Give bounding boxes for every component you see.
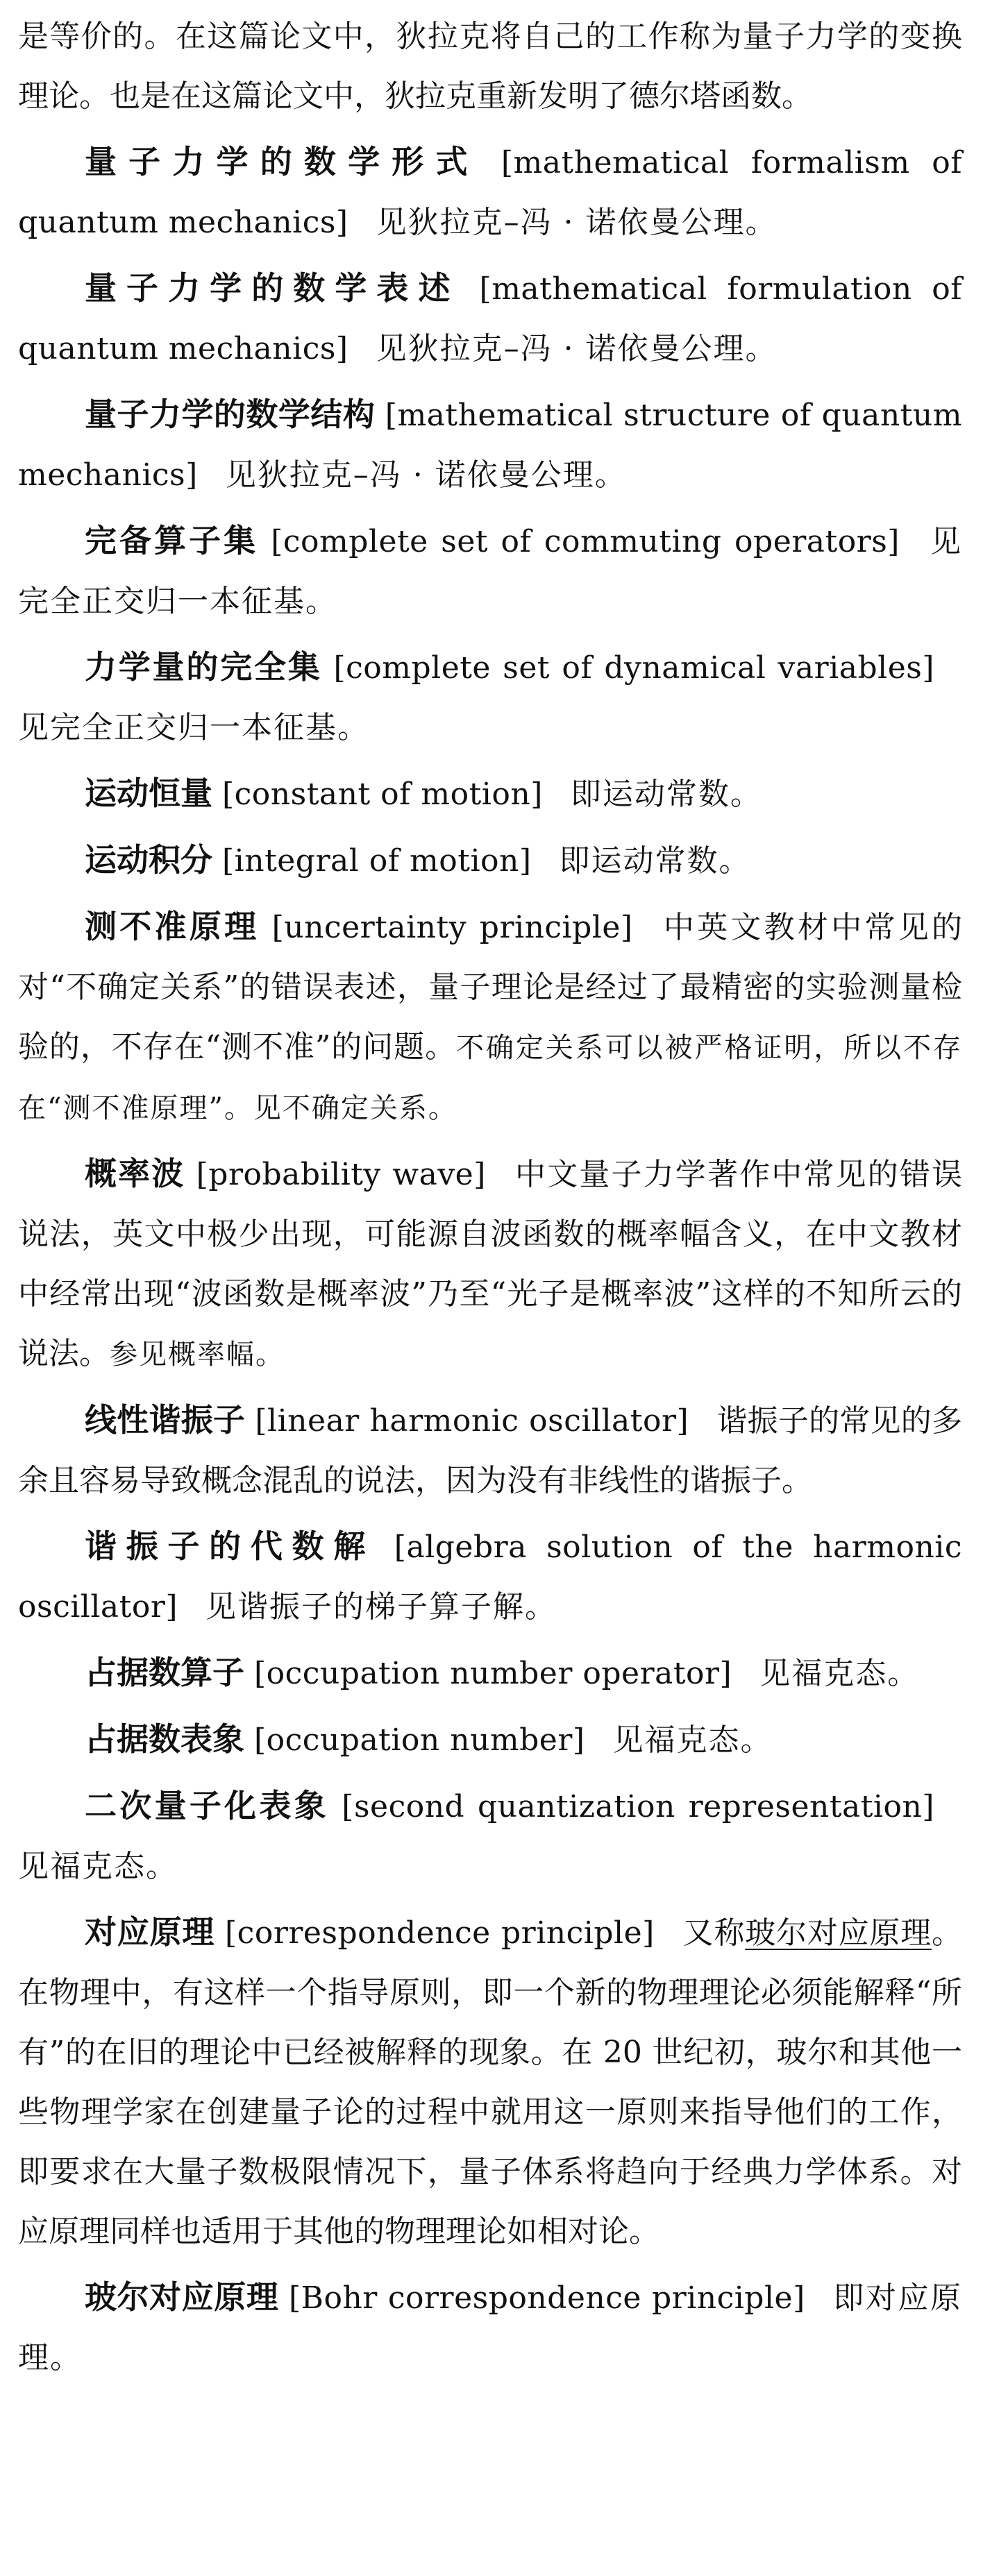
entry-complete-set-variables	[18, 637, 962, 758]
entry-english: [probability wave]	[196, 1157, 486, 1192]
entry-term: 测不准原理	[85, 908, 260, 945]
entry-english: [mathematical formulation of quantum mechanics]	[18, 271, 962, 366]
entry-term: 量子力学的数学结构	[85, 396, 376, 433]
entry-term: 占据数算子	[85, 1654, 244, 1691]
entry-crossref: 见完全正交归一本征基。	[18, 710, 369, 745]
entry-body: 。在物理中，有这样一个指导原则，即一个新的物理理论必须能解释“所有”的在旧的理论中已经被解释的现象。在 20 世纪初，玻尔和其他一些物理学家在创建量子论的过程中就用这一原则来指导他们的工作，即要求在大量子数极限情况下，量子体系将趋向于经典力学体系。对应原理同样也适用于其他的物理理论如相对论。	[18, 1915, 962, 2249]
entry-english: [second quantization representation]	[342, 1789, 934, 1824]
entry-term: 概率波	[85, 1155, 185, 1192]
entry-english: [correspondence principle]	[225, 1915, 655, 1951]
entry-english: [complete set of dynamical variables]	[333, 650, 935, 686]
entry-uncertainty-principle	[18, 897, 962, 1138]
entry-body: 中文量子力学著作中常见的错误说法，英文中极少出现，可能源自波函数的概率幅含义，在中文教材中经常出现“波函数是概率波”乃至“光子是概率波”这样的不知所云的说法。	[18, 1157, 963, 1371]
entry-crossref: 见谐振子的梯子算子解。	[205, 1589, 557, 1625]
entry-english: [complete set of commuting operators]	[271, 524, 900, 559]
entry-mathematical-formalism	[18, 132, 962, 253]
entry-crossref: 见福克态。	[18, 1849, 178, 1884]
entry-term: 线性谐振子	[85, 1401, 246, 1439]
entry-english: [integral of motion]	[222, 843, 532, 879]
entry-english: [Bohr correspondence principle]	[288, 2280, 805, 2316]
entry-term: 完备算子集	[85, 522, 259, 559]
entry-correspondence-principle	[18, 1902, 962, 2262]
entry-mathematical-formulation	[18, 258, 962, 379]
entry-occupation-number-operator	[18, 1643, 962, 1704]
entry-english: [uncertainty principle]	[271, 910, 633, 945]
entry-english: [mathematical formalism of quantum mechanics]	[18, 145, 962, 240]
entry-crossref: 见完全正交归一本征基。	[18, 524, 963, 619]
entry-algebra-solution	[18, 1516, 962, 1637]
entry-english: [mathematical structure of quantum mechanics]	[18, 398, 962, 493]
entry-complete-set-operators	[18, 511, 962, 632]
entry-term: 二次量子化表象	[85, 1787, 329, 1824]
entry-body: 谐振子的常见的多余且容易导致概念混乱的说法，因为没有非线性的谐振子。	[18, 1403, 963, 1498]
entry-second-quantization	[18, 1776, 962, 1897]
entry-crossref: 即运动常数。	[559, 843, 751, 879]
entry-crossref: 参见概率幅。	[110, 1339, 285, 1371]
entry-term: 运动积分	[85, 841, 212, 879]
entry-english: [linear harmonic oscillator]	[255, 1403, 689, 1439]
entry-term: 玻尔对应原理	[85, 2278, 279, 2316]
entry-crossref: 见福克态。	[759, 1656, 920, 1691]
entry-linear-harmonic-oscillator	[18, 1390, 962, 1511]
entry-term: 对应原理	[85, 1913, 215, 1951]
entry-integral-of-motion	[18, 830, 962, 891]
entry-crossref: 即运动常数。	[570, 777, 762, 812]
entry-constant-of-motion	[18, 763, 962, 824]
entry-probability-wave	[18, 1144, 962, 1384]
entry-term: 量子力学的数学表述	[85, 269, 460, 307]
entry-crossref: 不确定关系可以被严格证明，所以不存在“测不准原理”。见不确定关系。	[18, 1032, 962, 1124]
entry-body: 中英文教材中常见的对“不确定关系”的错误表述，量子理论是经过了最精密的实验测量检验的，不存在“测不准”的问题。	[18, 910, 963, 1065]
entry-occupation-number	[18, 1709, 962, 1770]
entry-term: 谐振子的代数解	[85, 1527, 376, 1565]
entry-english: [algebra solution of the harmonic oscillator]	[18, 1530, 962, 1625]
entry-continuation	[18, 7, 962, 126]
entry-term: 占据数表象	[85, 1720, 244, 1758]
entry-body: 是等价的。在这篇论文中，狄拉克将自己的工作称为量子力学的变换理论。也是在这篇论文中，狄拉克重新发明了德尔塔函数。	[18, 19, 962, 114]
dictionary-page	[18, 7, 962, 2393]
entry-term: 力学量的完全集	[85, 648, 322, 686]
entry-english: [occupation number]	[254, 1722, 585, 1758]
entry-crossref: 见狄拉克–冯 · 诺依曼公理。	[376, 331, 778, 366]
entry-crossref: 即对应原理。	[18, 2280, 963, 2375]
entry-bohr-correspondence	[18, 2267, 962, 2388]
entry-lead: 又称	[682, 1915, 746, 1951]
entry-crossref: 见福克态。	[612, 1722, 773, 1758]
entry-crossref: 见狄拉克–冯 · 诺依曼公理。	[225, 457, 627, 493]
entry-crossref: 见狄拉克–冯 · 诺依曼公理。	[376, 205, 778, 240]
entry-english: [occupation number operator]	[254, 1656, 732, 1691]
entry-english: [constant of motion]	[222, 777, 543, 812]
entry-term: 运动恒量	[85, 774, 212, 812]
entry-term: 量子力学的数学形式	[85, 143, 480, 180]
crossref-link[interactable]: 玻尔对应原理	[745, 1915, 932, 1951]
entry-mathematical-structure	[18, 384, 962, 505]
